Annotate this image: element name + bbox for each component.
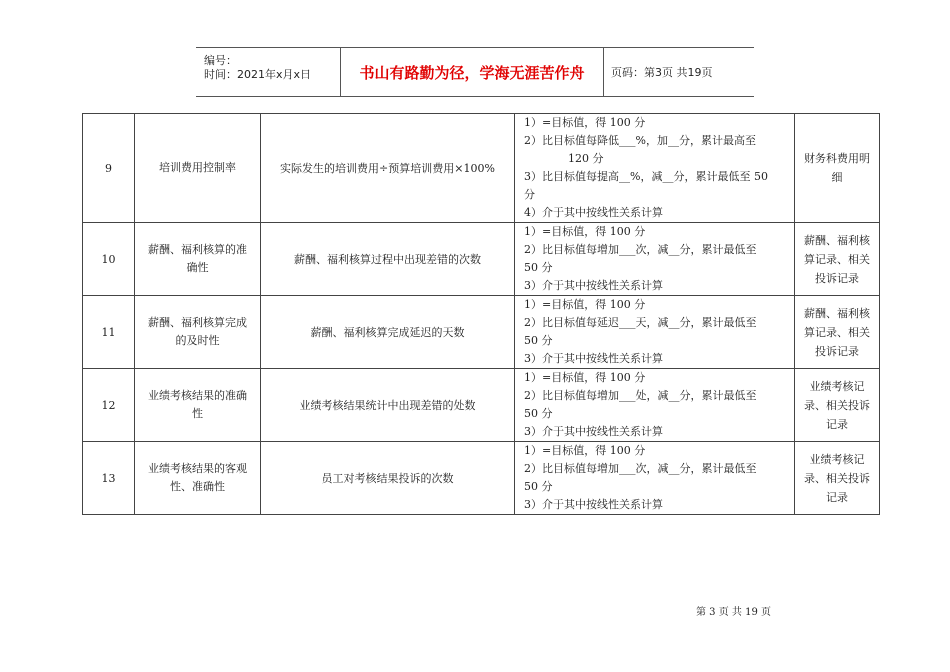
scoring-rule-line: 3）介于其中按线性关系计算: [524, 425, 663, 438]
header-page-code: 页码：第3页 共19页: [611, 66, 713, 79]
calculation-formula: 实际发生的培训费用÷预算培训费用×100%: [261, 114, 515, 223]
indicator-name: 培训费用控制率: [135, 114, 261, 223]
calculation-formula: 业绩考核结果统计中出现差错的处数: [261, 369, 515, 442]
row-number: 13: [83, 442, 135, 515]
row-number: 9: [83, 114, 135, 223]
row-number: 10: [83, 223, 135, 296]
table-row: [83, 114, 880, 223]
table-row: [83, 296, 880, 369]
calculation-formula: 薪酬、福利核算完成延迟的天数: [261, 296, 515, 369]
scoring-rules: [515, 296, 795, 369]
scoring-rule-line: 1）=目标值，得 100 分: [524, 116, 646, 129]
indicator-name: 业绩考核结果的准确性: [135, 369, 261, 442]
calculation-formula: 薪酬、福利核算过程中出现差错的次数: [261, 223, 515, 296]
scoring-rule-line: 50 分: [524, 480, 553, 493]
header-meta-cell: [196, 48, 341, 96]
kpi-table-body: [83, 114, 880, 515]
scoring-rule-line: 50 分: [524, 407, 553, 420]
scoring-rule-line: 2）比目标值每降低___%，加__分，累计最高至: [524, 134, 756, 147]
scoring-rule-line: 2）比目标值每增加___次，减__分，累计最低至: [524, 243, 757, 256]
scoring-rule-line: 1）=目标值，得 100 分: [524, 225, 646, 238]
indicator-name: 业绩考核结果的客观性、准确性: [135, 442, 261, 515]
table-row: [83, 442, 880, 515]
scoring-rule-line: 3）介于其中按线性关系计算: [524, 352, 663, 365]
number-label: 编号：: [204, 54, 237, 67]
header-slogan: 书山有路勤为径，学海无涯苦作舟: [341, 48, 604, 96]
row-number: 11: [83, 296, 135, 369]
scoring-rule-line: 1）=目标值，得 100 分: [524, 298, 646, 311]
scoring-rules: [515, 114, 795, 223]
scoring-rule-line: 50 分: [524, 261, 553, 274]
page-header: [196, 47, 754, 97]
scoring-rule-line: 2）比目标值每增加___次，减__分，累计最低至: [524, 462, 757, 475]
time-label: 时间：2021年x月x日: [204, 68, 312, 81]
table-row: [83, 223, 880, 296]
scoring-rule-line: 3）介于其中按线性关系计算: [524, 279, 663, 292]
data-source: 业绩考核记录、相关投诉记录: [795, 442, 880, 515]
page-footer: 第 3 页 共 19 页: [696, 607, 771, 618]
scoring-rule-line: 3）比目标值每提高__%，减__分，累计最低至 50: [524, 170, 768, 183]
data-source: 薪酬、福利核算记录、相关投诉记录: [795, 223, 880, 296]
data-source: 薪酬、福利核算记录、相关投诉记录: [795, 296, 880, 369]
scoring-rule-line: 2）比目标值每增加___处，减__分，累计最低至: [524, 389, 757, 402]
scoring-rule-line: 4）介于其中按线性关系计算: [524, 206, 663, 219]
calculation-formula: 员工对考核结果投诉的次数: [261, 442, 515, 515]
scoring-rule-line: 120 分: [568, 152, 604, 165]
scoring-rule-line: 1）=目标值，得 100 分: [524, 444, 646, 457]
kpi-table: [82, 113, 880, 515]
table-row: [83, 369, 880, 442]
data-source: 业绩考核记录、相关投诉记录: [795, 369, 880, 442]
indicator-name: 薪酬、福利核算的准确性: [135, 223, 261, 296]
indicator-name: 薪酬、福利核算完成的及时性: [135, 296, 261, 369]
scoring-rule-line: 1）=目标值，得 100 分: [524, 371, 646, 384]
scoring-rule-line: 50 分: [524, 334, 553, 347]
scoring-rules: [515, 442, 795, 515]
scoring-rule-line: 分: [524, 188, 535, 201]
row-number: 12: [83, 369, 135, 442]
scoring-rule-line: 2）比目标值每延迟___天，减__分，累计最低至: [524, 316, 757, 329]
data-source: 财务科费用明细: [795, 114, 880, 223]
scoring-rules: [515, 369, 795, 442]
scoring-rules: [515, 223, 795, 296]
scoring-rule-line: 3）介于其中按线性关系计算: [524, 498, 663, 511]
